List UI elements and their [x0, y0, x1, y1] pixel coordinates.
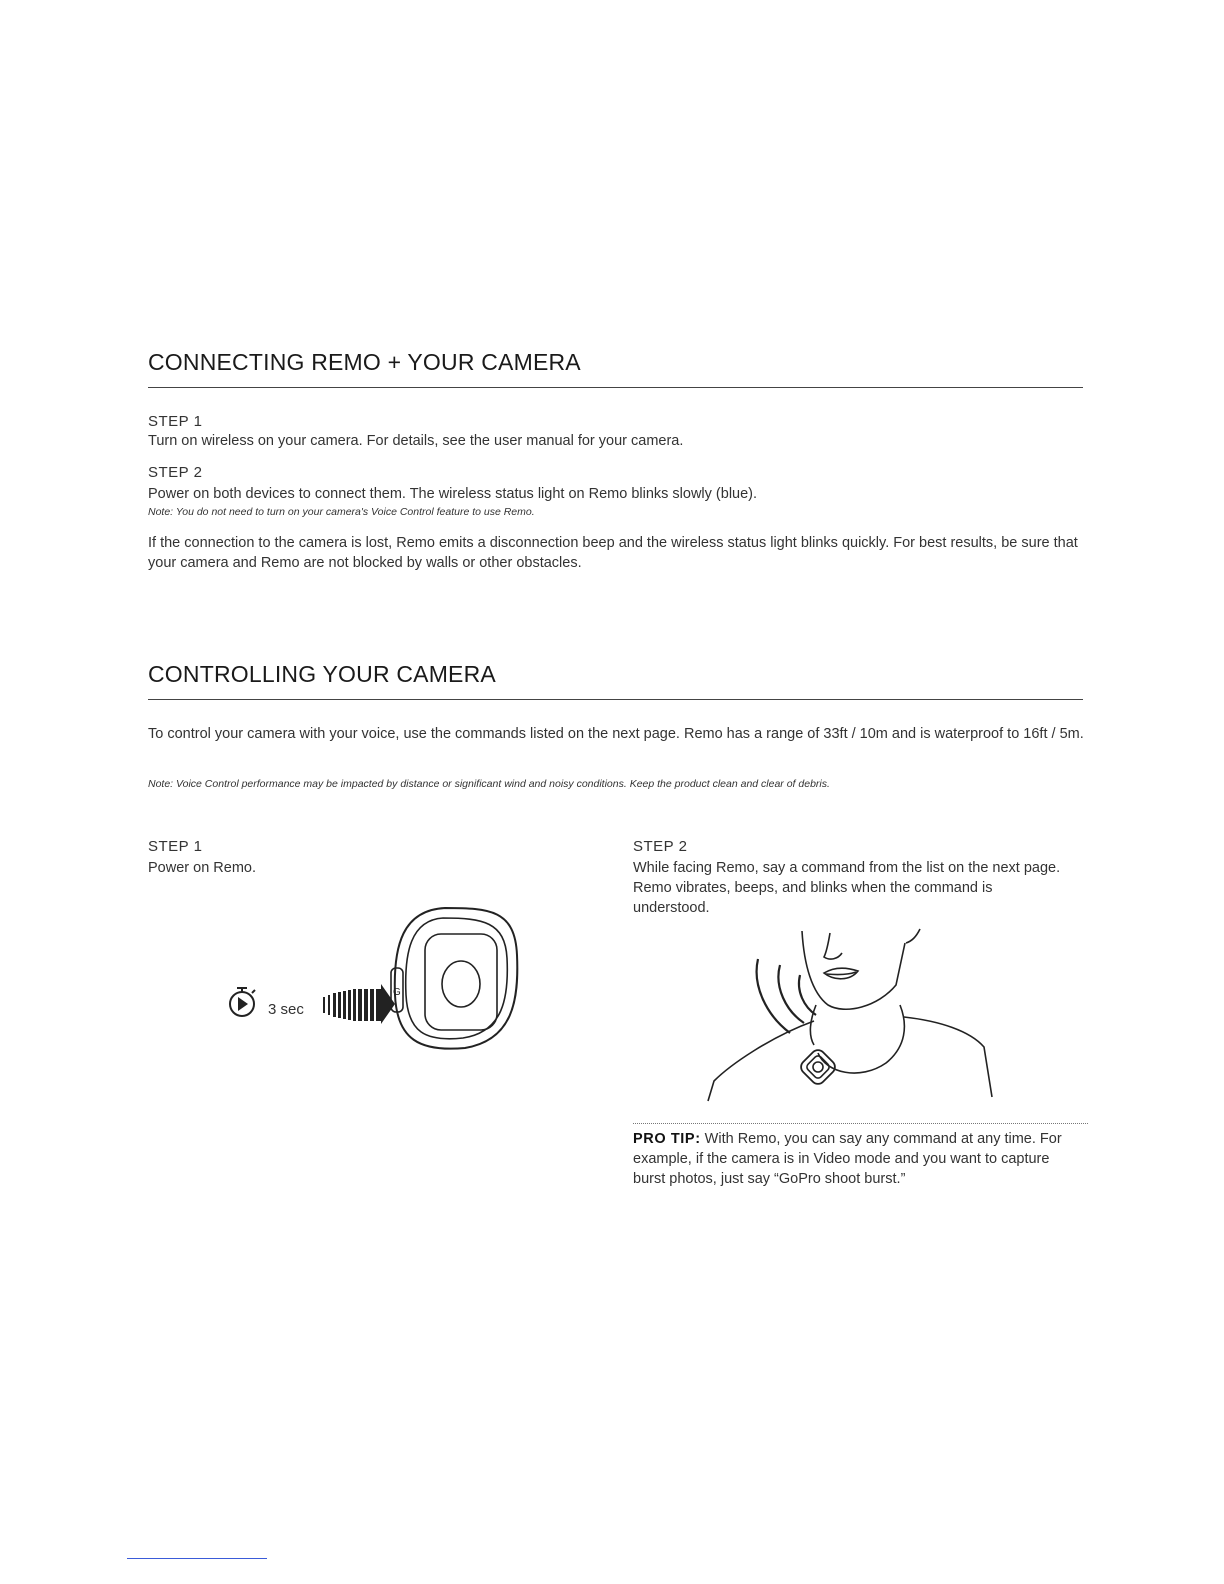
- protip-text: With Remo, you can say any command at any time. For example, if the camera is in Video mode and you want to capture burst photos, just say “GoPro shoot burst.”: [633, 1131, 1062, 1187]
- section-connecting-heading: CONNECTING REMO + YOUR CAMERA: [148, 349, 581, 375]
- connecting-paragraph: If the connection to the camera is lost, Remo emits a disconnection beep and the wireless status light blinks quickly. For best results, be sure that your camera and Remo are not blocked by walls or other obstacles.: [148, 535, 1078, 571]
- controlling-step2-text: While facing Remo, say a command from the list on the next page. Remo vibrates, beeps, and blinks when the command is understood.: [633, 860, 1061, 916]
- connecting-step1-label: STEP 1: [148, 413, 203, 430]
- controlling-step1-text: Power on Remo.: [148, 860, 256, 876]
- stopwatch-icon: [230, 988, 255, 1016]
- section-controlling-rule: [148, 699, 1083, 700]
- timer-label: 3 sec: [268, 1001, 304, 1018]
- connecting-step2-label: STEP 2: [148, 464, 203, 481]
- remo-device-illustration: [391, 908, 517, 1049]
- controlling-intro: To control your camera with your voice, use the commands listed on the next page. Remo has a range of 33ft / 10m and is waterproof to 16ft / 5m.: [148, 726, 1084, 742]
- svg-text:G: G: [393, 987, 401, 998]
- section-controlling-heading: CONTROLLING YOUR CAMERA: [148, 661, 496, 687]
- remo-power-illustration: [215, 900, 525, 1060]
- controlling-step1-label: STEP 1: [148, 838, 203, 855]
- footer-link-underline: [127, 1558, 267, 1559]
- connecting-note: Note: You do not need to turn on your camera's Voice Control feature to use Remo.: [148, 506, 535, 518]
- protip-label: PRO TIP:: [633, 1131, 701, 1147]
- protip-divider: [633, 1123, 1088, 1124]
- press-arrow: [323, 984, 395, 1024]
- controlling-note: Note: Voice Control performance may be impacted by distance or significant wind and noisy conditions. Keep the product clean and clear of debris.: [148, 778, 830, 790]
- protip-block: [633, 1129, 1078, 1189]
- connecting-step2-text: Power on both devices to connect them. The wireless status light on Remo blinks slowly (blue).: [148, 486, 758, 502]
- section-connecting-rule: [148, 387, 1083, 388]
- connecting-step1-text: Turn on wireless on your camera. For details, see the user manual for your camera.: [148, 433, 684, 449]
- controlling-step2-label: STEP 2: [633, 838, 688, 855]
- person-speaking-illustration: [700, 925, 1010, 1105]
